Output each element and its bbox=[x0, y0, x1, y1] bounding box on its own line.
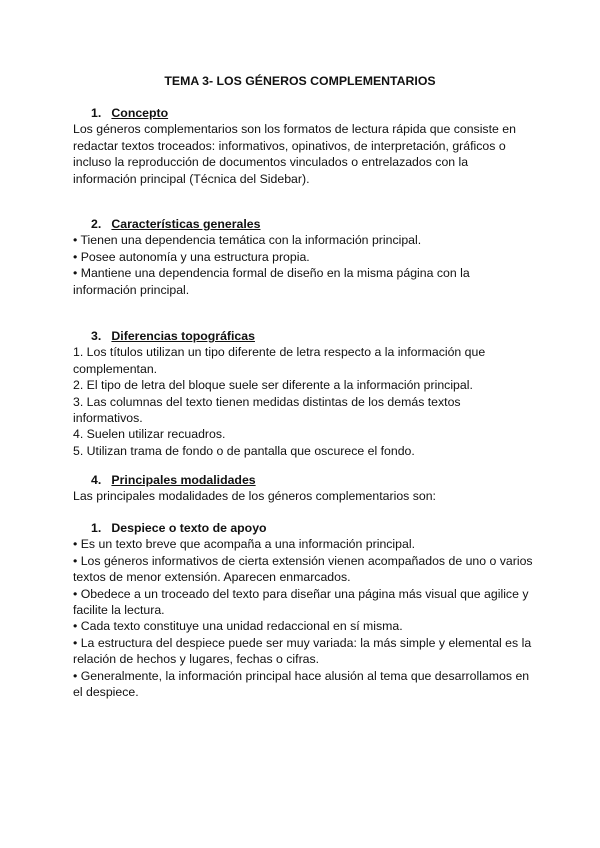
section-caracteristicas bbox=[73, 216, 533, 298]
section-diferencias bbox=[73, 328, 533, 459]
section-heading bbox=[91, 105, 533, 121]
section-title: Concepto bbox=[111, 106, 169, 120]
subsection-number: 1. bbox=[91, 521, 102, 535]
list-item: • Es un texto breve que acompaña a una información principal. bbox=[73, 537, 415, 552]
section-modalidades bbox=[73, 472, 533, 505]
list-item: • Posee autonomía y una estructura propia. bbox=[73, 249, 310, 264]
list-item: • Mantiene una dependencia formal de diseño en la misma página con la información principal. bbox=[73, 266, 470, 297]
section-number: 2. bbox=[91, 217, 102, 231]
paragraph: Las principales modalidades de los géneros complementarios son: bbox=[73, 489, 436, 504]
document-title: TEMA 3- LOS GÉNEROS COMPLEMENTARIOS bbox=[164, 74, 436, 88]
list-item: 3. Las columnas del texto tienen medidas distintas de los demás textos informativos. bbox=[73, 394, 461, 426]
list-item: 2. El tipo de letra del bloque suele ser diferente a la información principal. bbox=[73, 378, 473, 393]
list-item: • La estructura del despiece puede ser muy variada: la más simple y elemental es la relación de hechos y lugares, fechas o cifras. bbox=[73, 635, 532, 667]
section-heading bbox=[91, 472, 533, 488]
paragraph: Los géneros complementarios son los formatos de lectura rápida que consiste en redactar textos troceados: informativos, opinativos, de interpretación, gráficos o incluso la reproducción de documentos vinculados o entrelazados con la información principal (Técnica del Sidebar). bbox=[73, 122, 516, 186]
section-number: 3. bbox=[91, 329, 102, 343]
list-item: • Los géneros informativos de cierta extensión vienen acompañados de uno o varios textos de menor extensión. Aparecen enmarcados. bbox=[73, 553, 533, 585]
list-item: • Generalmente, la información principal hace alusión al tema que desarrollamos en el despiece. bbox=[73, 668, 530, 700]
list-item: • Obedece a un troceado del texto para diseñar una página más visual que agilice y facilite la lectura. bbox=[73, 586, 529, 618]
section-heading bbox=[91, 328, 533, 344]
list-item: • Cada texto constituye una unidad redaccional en sí misma. bbox=[73, 619, 403, 634]
section-heading bbox=[91, 216, 533, 232]
section-title: Principales modalidades bbox=[111, 473, 256, 487]
subsection-title: Despiece o texto de apoyo bbox=[111, 521, 267, 535]
section-number: 1. bbox=[91, 106, 102, 120]
subsection-heading bbox=[91, 520, 533, 536]
list-item: 4. Suelen utilizar recuadros. bbox=[73, 427, 226, 442]
list-item: 1. Los títulos utilizan un tipo diferente de letra respecto a la información que complementan. bbox=[73, 345, 486, 376]
section-title: Características generales bbox=[111, 217, 261, 231]
list-item: • Tienen una dependencia temática con la información principal. bbox=[73, 233, 422, 248]
section-concepto bbox=[73, 105, 533, 187]
list-item: 5. Utilizan trama de fondo o de pantalla que oscurece el fondo. bbox=[73, 443, 415, 458]
section-number: 4. bbox=[91, 473, 102, 487]
section-title: Diferencias topográficas bbox=[111, 329, 255, 343]
subsection-despiece bbox=[73, 520, 533, 700]
